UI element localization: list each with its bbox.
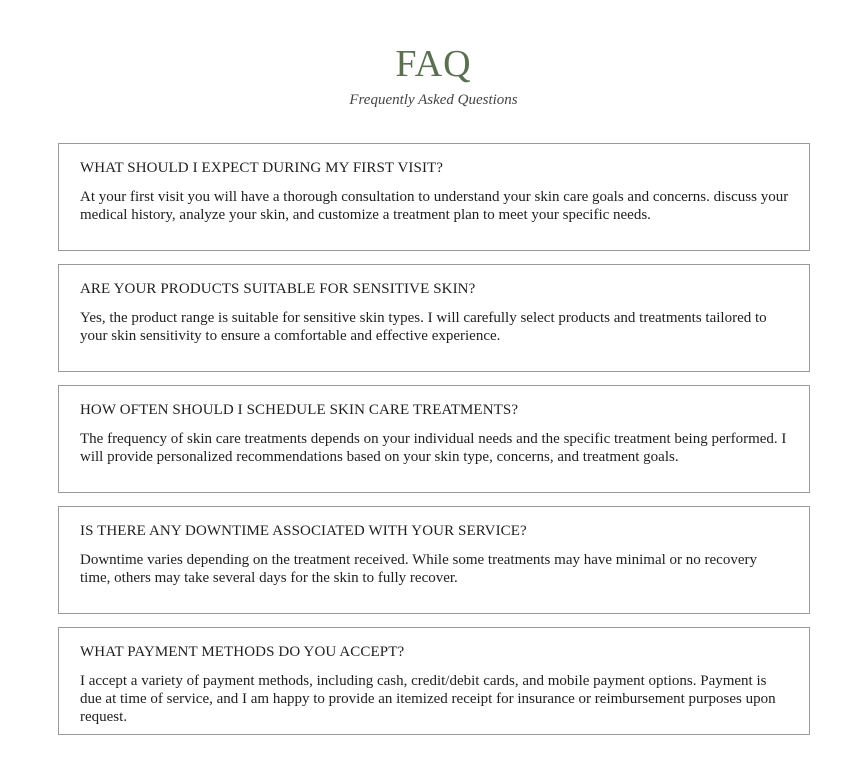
faq-answer: I accept a variety of payment methods, including cash, credit/debit cards, and mobile payment options. Payment is due at time of service, and I am happy to provide an itemized receipt for insurance or reimbursement purposes upon request. xyxy=(80,673,776,725)
faq-question[interactable]: HOW OFTEN SHOULD I SCHEDULE SKIN CARE TREATMENTS? xyxy=(80,402,519,418)
faq-answer: Downtime varies depending on the treatment received. While some treatments may have minimal or no recovery time, others may take several days for the skin to fully recover. xyxy=(80,552,757,586)
faq-item[interactable] xyxy=(58,506,810,614)
faq-item[interactable] xyxy=(58,627,810,735)
faq-question[interactable]: WHAT PAYMENT METHODS DO YOU ACCEPT? xyxy=(80,644,405,660)
faq-answer: Yes, the product range is suitable for sensitive skin types. I will carefully select products and treatments tailored to your skin sensitivity to ensure a comfortable and effective experience. xyxy=(80,310,767,344)
page-title: FAQ xyxy=(395,43,472,85)
faq-question[interactable]: IS THERE ANY DOWNTIME ASSOCIATED WITH YOUR SERVICE? xyxy=(80,523,527,539)
faq-answer: At your first visit you will have a thorough consultation to understand your skin care goals and concerns. discuss your medical history, analyze your skin, and customize a treatment plan to meet your specific needs. xyxy=(80,189,789,223)
faq-list xyxy=(58,143,810,748)
faq-question[interactable]: WHAT SHOULD I EXPECT DURING MY FIRST VISIT? xyxy=(80,160,444,176)
faq-item[interactable] xyxy=(58,264,810,372)
page-header xyxy=(0,0,867,110)
faq-answer: The frequency of skin care treatments depends on your individual needs and the specific treatment being performed. I will provide personalized recommendations based on your skin type, concerns, and treatment goals. xyxy=(80,431,787,465)
faq-item[interactable] xyxy=(58,143,810,251)
faq-item[interactable] xyxy=(58,385,810,493)
faq-question[interactable]: ARE YOUR PRODUCTS SUITABLE FOR SENSITIVE SKIN? xyxy=(80,281,476,297)
page-subtitle: Frequently Asked Questions xyxy=(349,92,518,108)
